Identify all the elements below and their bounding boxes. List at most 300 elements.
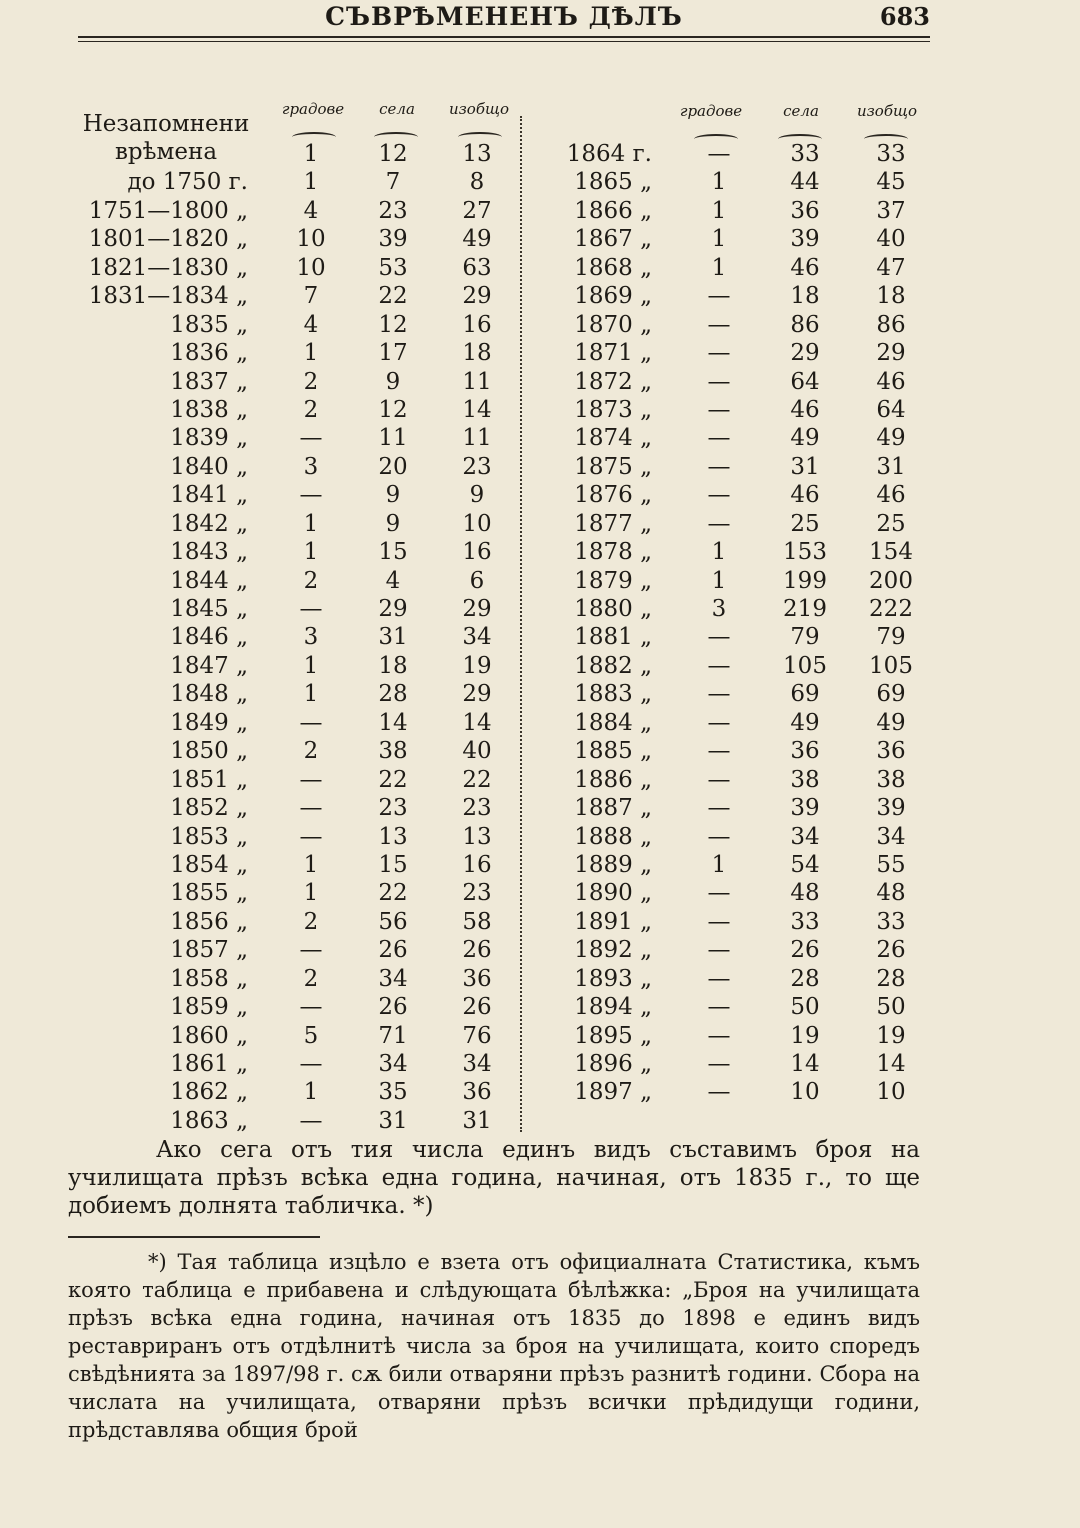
right-table-cell-villages: 39: [790, 226, 820, 253]
left-table-cell-villages: 9: [385, 368, 401, 395]
right-table-cell-villages: 25: [790, 510, 820, 537]
left-table-row: [60, 168, 520, 196]
right-table-cell-year: 1893 „: [574, 965, 652, 992]
column-divider: [520, 116, 522, 1132]
right-table-cell-year: 1872 „: [574, 368, 652, 395]
left-table-cell-year: 1839 „: [170, 425, 248, 452]
right-table-cell-towns: —: [707, 738, 731, 765]
right-table-cell-year: 1894 „: [574, 994, 652, 1021]
right-table-cell-villages: 36: [790, 738, 820, 765]
left-table-cell-total: 18: [462, 340, 492, 367]
right-table-cell-year: 1884 „: [574, 709, 652, 736]
right-table-row: [530, 339, 930, 367]
left-table-cell-year: 1859 „: [170, 994, 248, 1021]
right-table-cell-towns: 1: [711, 539, 727, 566]
right-table-cell-total: 31: [876, 453, 906, 480]
right-table-cell-towns: —: [707, 624, 731, 651]
right-table-cell-total: 14: [876, 1051, 906, 1077]
left-table-cell-villages: 26: [378, 994, 408, 1021]
header-rule-thick: [78, 36, 930, 38]
right-table-row: [530, 851, 930, 879]
right-table-cell-towns: —: [707, 652, 731, 679]
right-table-cell-year: 1892 „: [574, 937, 652, 964]
left-table-row: [60, 424, 520, 452]
right-table-row: [530, 737, 930, 765]
right-table-cell-towns: —: [707, 1022, 731, 1049]
right-table-row: [530, 197, 930, 225]
right-table-cell-total: 19: [876, 1022, 906, 1049]
left-table-row: [60, 481, 520, 509]
left-table-cell-towns: —: [299, 937, 323, 964]
left-table-cell-towns: 10: [296, 226, 326, 253]
left-table-cell-villages: 23: [378, 197, 408, 224]
left-table-cell-total: 49: [462, 226, 492, 253]
body-paragraph: [68, 1136, 920, 1220]
right-table-cell-villages: 46: [790, 482, 820, 509]
left-table-row: [60, 851, 520, 879]
right-table-row: [530, 567, 930, 595]
left-table-cell-year: 1847 „: [170, 652, 248, 679]
left-table-cell-year: 1856 „: [170, 908, 248, 935]
right-table-cell-towns: 1: [711, 851, 727, 878]
right-table-cell-total: 49: [876, 709, 906, 736]
right-table-cell-villages: 50: [790, 994, 820, 1021]
left-table-cell-towns: 1: [303, 340, 319, 367]
right-table-cell-total: 10: [876, 1079, 906, 1106]
left-table-cell-total: 76: [462, 1022, 492, 1049]
left-table-cell-total: 9: [469, 482, 485, 509]
right-table-cell-year: 1882 „: [574, 652, 652, 679]
left-table-cell-towns: —: [299, 596, 323, 622]
left-header-villages: села: [379, 100, 415, 118]
right-table-cell-villages: 14: [790, 1051, 820, 1077]
right-table-cell-year: 1871 „: [574, 340, 652, 367]
right-table-cell-towns: —: [707, 340, 731, 367]
left-table-cell-towns: 3: [303, 453, 319, 480]
left-table-cell-villages: 34: [378, 965, 408, 992]
left-table-row: [60, 794, 520, 822]
right-table-cell-towns: —: [707, 311, 731, 338]
left-table-row: [60, 823, 520, 851]
right-table-cell-year: 1895 „: [574, 1022, 652, 1049]
left-table-cell-total: 13: [462, 141, 492, 167]
right-table-cell-total: 29: [876, 340, 906, 367]
left-table-cell-year: 1854 „: [170, 851, 248, 878]
left-table-cell-year: 1845 „: [170, 596, 248, 622]
left-table-row: [60, 766, 520, 794]
left-table-row: [60, 282, 520, 310]
left-table-row: [60, 567, 520, 595]
right-table-cell-year: 1896 „: [574, 1051, 652, 1077]
right-table-row: [530, 1022, 930, 1050]
left-table-cell-villages: 9: [385, 482, 401, 509]
footnote: [68, 1248, 920, 1444]
right-table-cell-towns: —: [707, 880, 731, 907]
right-table-cell-total: 48: [876, 880, 906, 907]
left-table-row: [60, 396, 520, 424]
left-table-cell-towns: 1: [303, 880, 319, 907]
right-table-cell-total: 36: [876, 738, 906, 765]
right-table-cell-villages: 46: [790, 396, 820, 423]
right-table-cell-total: 38: [876, 766, 906, 793]
right-table-cell-villages: 69: [790, 681, 820, 708]
right-table-cell-towns: —: [707, 908, 731, 935]
right-table-cell-total: 26: [876, 937, 906, 964]
right-table-cell-towns: —: [707, 510, 731, 537]
footnote-rule: [68, 1236, 320, 1238]
right-table-cell-villages: 44: [790, 169, 820, 196]
right-table-row: [530, 766, 930, 794]
right-table-cell-year: 1891 „: [574, 908, 652, 935]
right-table-cell-towns: —: [707, 425, 731, 452]
right-table-cell-year: 1876 „: [574, 482, 652, 509]
header-rule-thin: [78, 41, 930, 42]
right-table-cell-year: 1890 „: [574, 880, 652, 907]
right-table-cell-total: 79: [876, 624, 906, 651]
right-table-cell-villages: 49: [790, 709, 820, 736]
right-table-cell-year: 1864 г.: [566, 141, 652, 167]
right-table-cell-total: 200: [869, 567, 913, 594]
left-table-cell-total: 31: [462, 1107, 492, 1134]
right-table-row: [530, 652, 930, 680]
right-table-cell-year: 1886 „: [574, 766, 652, 793]
left-first-label-line2: врѣмена: [114, 139, 218, 165]
right-table-row: [530, 823, 930, 851]
right-table-cell-towns: —: [707, 823, 731, 850]
left-table-row: [60, 652, 520, 680]
left-table-cell-total: 10: [462, 510, 492, 537]
left-table-cell-total: 63: [462, 254, 492, 281]
left-table-cell-villages: 22: [378, 880, 408, 907]
left-table-cell-year: 1835 „: [170, 311, 248, 338]
left-table-cell-towns: —: [299, 823, 323, 850]
right-table-cell-total: 46: [876, 368, 906, 395]
left-table-cell-towns: 3: [303, 624, 319, 651]
left-table-cell-villages: 34: [378, 1051, 408, 1077]
right-table-cell-year: 1889 „: [574, 851, 652, 878]
right-table-cell-towns: 3: [711, 596, 727, 622]
left-table-cell-towns: 4: [303, 197, 319, 224]
right-table-cell-year: 1883 „: [574, 681, 652, 708]
right-table-cell-year: 1877 „: [574, 510, 652, 537]
left-table-cell-total: 8: [469, 169, 485, 196]
left-table-row: [60, 965, 520, 993]
right-table-cell-towns: 1: [711, 197, 727, 224]
right-table-row: [530, 936, 930, 964]
right-table-cell-towns: —: [707, 1051, 731, 1077]
left-table-cell-total: 19: [462, 652, 492, 679]
right-table-cell-year: 1870 „: [574, 311, 652, 338]
left-table-row: [60, 709, 520, 737]
left-table-cell-year: 1855 „: [170, 880, 248, 907]
right-table-cell-villages: 86: [790, 311, 820, 338]
left-table-cell-towns: 2: [303, 738, 319, 765]
left-table-row: [60, 737, 520, 765]
right-table-cell-total: 64: [876, 396, 906, 423]
right-table-cell-total: 55: [876, 851, 906, 878]
right-table-cell-villages: 38: [790, 766, 820, 793]
right-table-row: [530, 396, 930, 424]
right-table-row: [530, 140, 930, 168]
right-table-cell-total: 69: [876, 681, 906, 708]
left-table-cell-villages: 11: [378, 425, 408, 452]
right-table-cell-total: 50: [876, 994, 906, 1021]
right-table-row: [530, 453, 930, 481]
left-table-cell-towns: 1: [303, 851, 319, 878]
right-table-cell-year: 1875 „: [574, 453, 652, 480]
left-table-cell-towns: 1: [303, 169, 319, 196]
left-table-cell-year: 1838 „: [170, 396, 248, 423]
left-table-row: [60, 936, 520, 964]
right-table-cell-total: 49: [876, 425, 906, 452]
left-table-cell-total: 11: [462, 425, 492, 452]
left-table-cell-total: 26: [462, 994, 492, 1021]
left-table-cell-total: 11: [462, 368, 492, 395]
left-table-cell-year: 1857 „: [170, 937, 248, 964]
right-table-row: [530, 680, 930, 708]
right-table-row: [530, 1078, 930, 1106]
left-table-cell-towns: 1: [303, 681, 319, 708]
left-table-cell-total: 23: [462, 453, 492, 480]
left-table-cell-year: 1862 „: [170, 1079, 248, 1106]
right-table-cell-year: 1897 „: [574, 1079, 652, 1106]
right-data-table: [530, 140, 930, 1107]
left-table-cell-villages: 12: [378, 311, 408, 338]
left-table-cell-year: 1860 „: [170, 1022, 248, 1049]
right-table-cell-villages: 26: [790, 937, 820, 964]
right-table-row: [530, 311, 930, 339]
left-table-cell-total: 34: [462, 1051, 492, 1077]
page-header: [78, 0, 930, 34]
left-table-cell-villages: 35: [378, 1079, 408, 1106]
left-table-cell-year: 1853 „: [170, 823, 248, 850]
right-table-cell-villages: 219: [783, 596, 827, 622]
right-table-cell-towns: —: [707, 396, 731, 423]
right-table-cell-towns: —: [707, 1079, 731, 1106]
right-table-cell-total: 28: [876, 965, 906, 992]
right-table-row: [530, 510, 930, 538]
left-table-cell-villages: 31: [378, 1107, 408, 1134]
right-table-row: [530, 623, 930, 651]
right-table-row: [530, 282, 930, 310]
left-table-cell-villages: 71: [378, 1022, 408, 1049]
left-table-row: [60, 254, 520, 282]
right-table-cell-year: 1867 „: [574, 226, 652, 253]
right-table-cell-year: 1888 „: [574, 823, 652, 850]
left-table-cell-total: 16: [462, 539, 492, 566]
left-table-cell-towns: 1: [303, 510, 319, 537]
right-table-cell-villages: 31: [790, 453, 820, 480]
left-data-table: [60, 140, 520, 1135]
left-table-cell-villages: 20: [378, 453, 408, 480]
right-table-cell-towns: —: [707, 141, 731, 167]
right-table-row: [530, 481, 930, 509]
right-table-cell-towns: 1: [711, 226, 727, 253]
left-header-towns: градове: [281, 100, 345, 118]
right-table-cell-towns: 1: [711, 254, 727, 281]
left-table-cell-villages: 4: [385, 567, 401, 594]
right-header-towns: градове: [679, 102, 743, 120]
left-table-cell-towns: —: [299, 482, 323, 509]
right-table-cell-towns: —: [707, 994, 731, 1021]
right-table-cell-towns: —: [707, 368, 731, 395]
left-table-cell-towns: —: [299, 1051, 323, 1077]
left-table-cell-villages: 7: [385, 169, 401, 196]
right-table-row: [530, 709, 930, 737]
left-table-cell-year: 1837 „: [170, 368, 248, 395]
left-table-cell-year: 1850 „: [170, 738, 248, 765]
left-table-cell-villages: 39: [378, 226, 408, 253]
left-table-cell-year: 1842 „: [170, 510, 248, 537]
left-table-cell-total: 40: [462, 738, 492, 765]
left-table-cell-total: 36: [462, 1079, 492, 1106]
left-table-cell-year: 1840 „: [170, 453, 248, 480]
right-table-cell-total: 45: [876, 169, 906, 196]
right-table-cell-towns: —: [707, 453, 731, 480]
left-table-cell-towns: 5: [303, 1022, 319, 1049]
left-table-cell-towns: 2: [303, 965, 319, 992]
right-table-row: [530, 424, 930, 452]
left-table-cell-towns: —: [299, 994, 323, 1021]
left-table-cell-villages: 9: [385, 510, 401, 537]
right-table-cell-villages: 199: [783, 567, 827, 594]
left-table-row: [60, 140, 520, 168]
right-table-cell-villages: 64: [790, 368, 820, 395]
right-table-cell-villages: 54: [790, 851, 820, 878]
left-header-total: изобщо: [448, 100, 510, 118]
left-table-cell-year: 1831—1834 „: [88, 283, 248, 310]
right-table-cell-total: 154: [869, 539, 913, 566]
left-table-row: [60, 623, 520, 651]
page-number: 683: [879, 2, 930, 31]
left-table-cell-year: 1836 „: [170, 340, 248, 367]
right-table-cell-year: 1885 „: [574, 738, 652, 765]
left-table-cell-year: 1851 „: [170, 766, 248, 793]
right-table-cell-villages: 105: [783, 652, 827, 679]
left-table-cell-villages: 18: [378, 652, 408, 679]
right-table-cell-year: 1874 „: [574, 425, 652, 452]
left-table-cell-year: 1846 „: [170, 624, 248, 651]
right-table-cell-towns: —: [707, 482, 731, 509]
left-table-cell-year: 1849 „: [170, 709, 248, 736]
right-table-cell-total: 25: [876, 510, 906, 537]
right-table-cell-towns: —: [707, 709, 731, 736]
left-table-cell-year: 1821—1830 „: [88, 254, 248, 281]
left-table-row: [60, 538, 520, 566]
left-table-cell-villages: 15: [378, 851, 408, 878]
left-table-cell-total: 23: [462, 795, 492, 822]
right-table-row: [530, 538, 930, 566]
left-table-cell-year: 1861 „: [170, 1051, 248, 1077]
right-table-cell-villages: 33: [790, 141, 820, 167]
left-table-cell-total: 16: [462, 311, 492, 338]
right-header-villages: села: [783, 102, 819, 120]
right-table-cell-year: 1887 „: [574, 795, 652, 822]
right-table-cell-total: 18: [876, 283, 906, 310]
right-table-cell-towns: 1: [711, 567, 727, 594]
right-table-row: [530, 368, 930, 396]
right-table-cell-villages: 34: [790, 823, 820, 850]
right-table-cell-villages: 153: [783, 539, 827, 566]
left-table-cell-year: 1841 „: [170, 482, 248, 509]
right-table-cell-towns: —: [707, 937, 731, 964]
left-table-row: [60, 1022, 520, 1050]
right-table-cell-villages: 79: [790, 624, 820, 651]
right-table-cell-total: 86: [876, 311, 906, 338]
left-table-row: [60, 595, 520, 623]
left-table-row: [60, 339, 520, 367]
right-table-row: [530, 965, 930, 993]
left-table-row: [60, 879, 520, 907]
left-table-cell-villages: 22: [378, 283, 408, 310]
left-table-row: [60, 453, 520, 481]
left-table-cell-villages: 29: [378, 596, 408, 622]
left-table-cell-total: 58: [462, 908, 492, 935]
right-table-cell-year: 1880 „: [574, 596, 652, 622]
left-table-cell-towns: 1: [303, 141, 319, 167]
right-table-row: [530, 168, 930, 196]
left-table-cell-towns: —: [299, 795, 323, 822]
right-table-cell-villages: 18: [790, 283, 820, 310]
left-table-cell-total: 29: [462, 283, 492, 310]
left-table-row: [60, 993, 520, 1021]
left-table-cell-total: 29: [462, 596, 492, 622]
left-table-cell-towns: 2: [303, 567, 319, 594]
right-table-cell-year: 1879 „: [574, 567, 652, 594]
left-table-cell-towns: —: [299, 1107, 323, 1134]
left-table-cell-total: 13: [462, 823, 492, 850]
left-table-cell-total: 27: [462, 197, 492, 224]
left-table-cell-year: 1801—1820 „: [88, 226, 248, 253]
right-table-cell-total: 37: [876, 197, 906, 224]
right-table-cell-towns: —: [707, 283, 731, 310]
left-table-cell-villages: 14: [378, 709, 408, 736]
right-table-cell-towns: —: [707, 681, 731, 708]
left-table-cell-towns: 1: [303, 539, 319, 566]
right-table-cell-villages: 46: [790, 254, 820, 281]
left-table-cell-towns: —: [299, 709, 323, 736]
right-header-total: изобщо: [856, 102, 918, 120]
right-table-cell-year: 1873 „: [574, 396, 652, 423]
left-table-cell-year: 1852 „: [170, 795, 248, 822]
right-table-row: [530, 595, 930, 623]
left-table-cell-towns: 2: [303, 908, 319, 935]
right-table-cell-villages: 10: [790, 1079, 820, 1106]
left-table-cell-towns: 4: [303, 311, 319, 338]
right-table-cell-total: 105: [869, 652, 913, 679]
right-table-cell-villages: 36: [790, 197, 820, 224]
left-table-cell-year: 1843 „: [170, 539, 248, 566]
right-table-cell-total: 34: [876, 823, 906, 850]
left-table-row: [60, 225, 520, 253]
left-table-cell-total: 23: [462, 880, 492, 907]
right-table-cell-year: 1866 „: [574, 197, 652, 224]
left-table-row: [60, 311, 520, 339]
left-table-row: [60, 1050, 520, 1078]
right-table-cell-total: 40: [876, 226, 906, 253]
left-table-cell-total: 36: [462, 965, 492, 992]
left-table-cell-year: 1863 „: [170, 1107, 248, 1134]
left-table-row: [60, 368, 520, 396]
left-table-cell-villages: 12: [378, 141, 408, 167]
right-table-cell-total: 33: [876, 908, 906, 935]
left-table-cell-towns: 2: [303, 368, 319, 395]
left-table-cell-total: 14: [462, 709, 492, 736]
running-title: СЪВРѢМЕНЕНЪ ДѢЛЪ: [325, 2, 683, 31]
right-table-cell-total: 46: [876, 482, 906, 509]
right-table-cell-year: 1868 „: [574, 254, 652, 281]
right-table-cell-year: 1869 „: [574, 283, 652, 310]
